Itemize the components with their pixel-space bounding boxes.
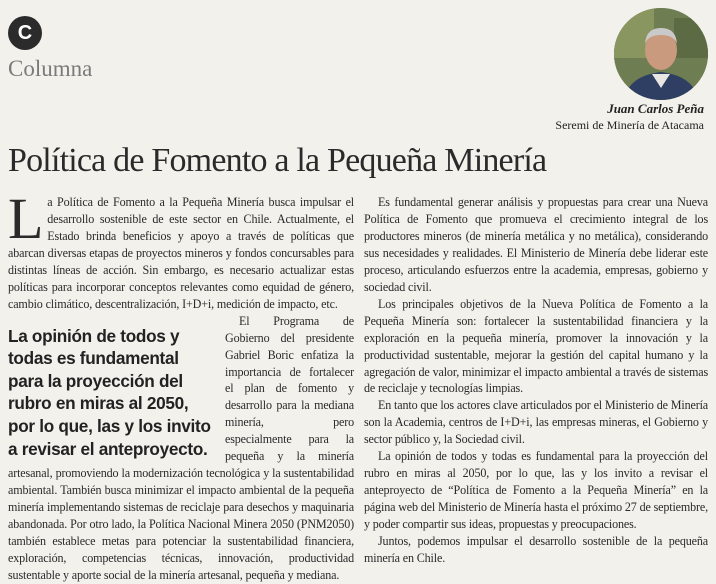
pull-quote: La opinión de todos y todas es fundamental para la proyección del rubro en miras al 2050, por lo que, las y los invito a revisar el anteproyecto.	[8, 325, 211, 459]
paragraph-actors: En tanto que los actores clave articulados por el Ministerio de Minería son la Academia, centros de I+D+i, las empresas mineras, el Gobierno y sector público y, la Sociedad civil.	[364, 398, 708, 447]
paragraph-objectives: Los principales objetivos de la Nueva Política de Fomento a la Pequeña Minería son: fortalecer la sustentabilidad financiera y la exploración en la pequeña minería, promover la innovación y la productividad sustentable, mejorar la gestión del capital humano y la agregación de valor, minimizar el impacto ambiental a través de sistemas de reciclaje y tecnologías limpias.	[364, 296, 708, 396]
paragraph-closing: Juntos, podemos impulsar el desarrollo sostenible de la pequeña minería en Chile.	[364, 534, 708, 566]
article-headline: Política de Fomento a la Pequeña Minería	[8, 142, 547, 179]
drop-cap: L	[8, 186, 44, 251]
paragraph-analysis: Es fundamental generar análisis y propuestas para crear una Nueva Política de Fomento que promueva el crecimiento integral de los productores mineros (de minería metálica y no metálica), considerando sus necesidades y realidades. El Ministerio de Minería debe liderar este proceso, articulando esfuerzos entre la academia, empresas, gobierno y sociedad civil.	[364, 195, 708, 294]
section-label: Columna	[8, 56, 93, 81]
paragraph-intro: a Política de Fomento a la Pequeña Minería busca impulsar el desarrollo sostenible de este sector en Chile. Actualmente, el Estado brinda beneficios y apoyo a través de políticas que abarcan diversas etapas de proyectos mineros y fondos concursables para distintas líneas de acción. Sin embargo, es necesario actualizar estas políticas para incorporar conceptos relevantes como equidad de género, cambio climático, descentralización, I+D+i, medición de impacto, etc.	[8, 195, 354, 311]
paragraph-opinion: La opinión de todos y todas es fundamental para la proyección del rubro en miras al 2050, por lo que, las y los invito a revisar el anteproyecto de “Política de Fomento a la Pequeña Minería” en la página web del Ministerio de Minería hasta el próximo 27 de septiembre, y poder compartir sus ideas, propuestas y preocupaciones.	[364, 449, 709, 532]
author-portrait-image	[614, 8, 708, 100]
article-column-left	[8, 186, 354, 584]
paragraph-program: El Programa de Gobierno del presidente Gabriel Boric enfatiza la importancia de fortalecer el plan de fomento y desarrollo para la mediana minería, pero especialmente para la pequeña y la minería artesanal, promoviendo la modernización tecnológica y la sustentabilidad ambiental. También busca minimizar el impacto ambiental de la pequeña minería implementando sistemas de reciclaje para desechos y maquinaria abandonada. Por otro lado, la Política Nacional Minera 2050 (PNM2050) también establece metas para potenciar la sustentabilidad financiera, exploración, competencias técnicas, innovación, productividad sustentable y aporte social de la minería artesanal, pequeña y mediana.	[8, 313, 354, 582]
section-badge: C	[8, 16, 42, 50]
author-photo	[614, 8, 708, 100]
author-name: Juan Carlos Peña	[607, 101, 704, 116]
author-role: Seremi de Minería de Atacama	[555, 118, 704, 132]
article-column-right	[364, 194, 708, 567]
